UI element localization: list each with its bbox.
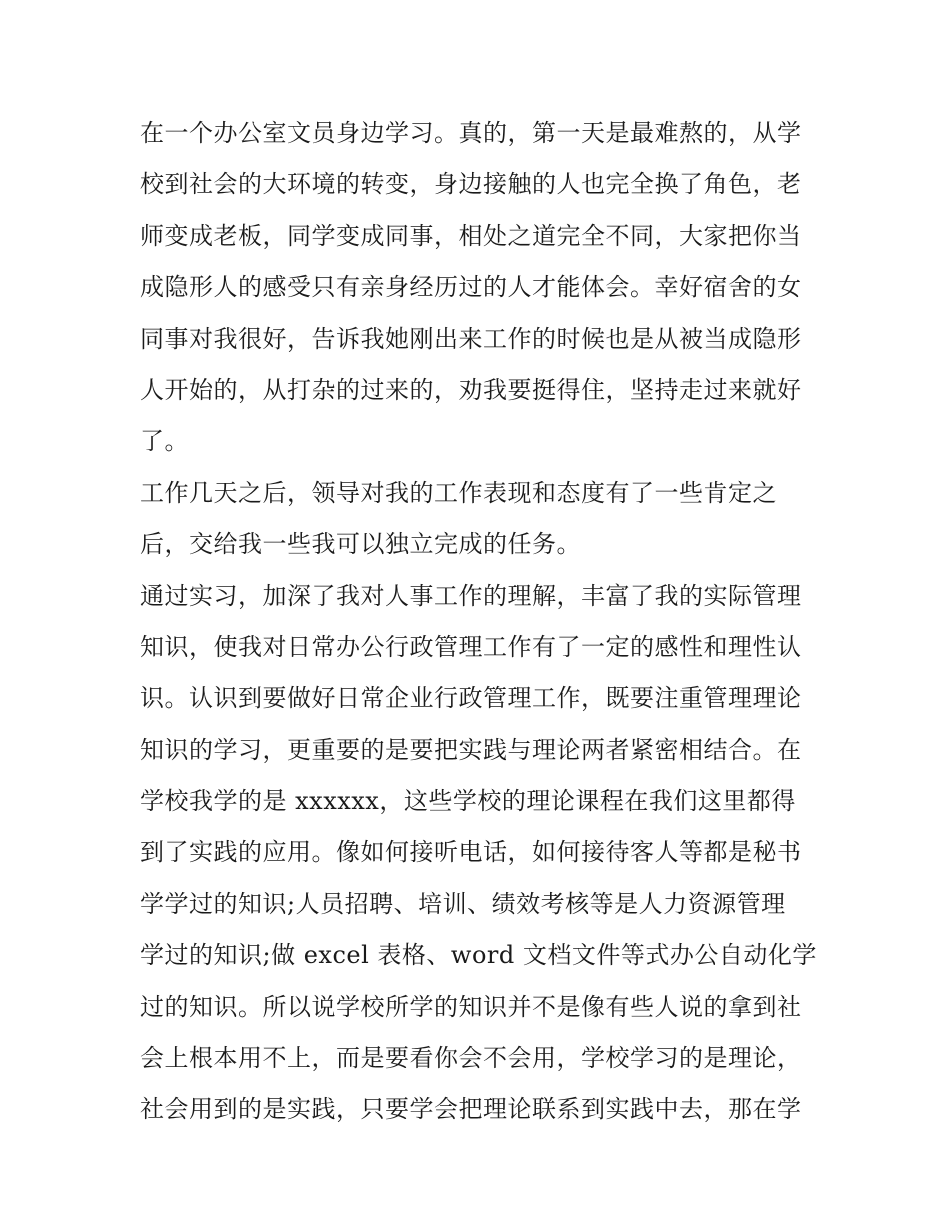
text-line: 在一个办公室文员身边学习。真的，第一天是最难熬的，从学: [140, 119, 802, 147]
text-line: 社会用到的是实践，只要学会把理论联系到实践中去，那在学: [140, 1095, 802, 1124]
text-line: 学校我学的是 xxxxxx，这些学校的理论课程在我们这里都得: [140, 787, 796, 816]
text-line: 通过实习，加深了我对人事工作的理解，丰富了我的实际管理: [140, 581, 802, 610]
text-line: 会上根本用不上，而是要看你会不会用，学校学习的是理论，: [140, 1044, 802, 1073]
text-line: 识。认识到要做好日常企业行政管理工作，既要注重管理理论: [140, 684, 802, 713]
text-line: 学过的知识;做 excel 表格、word 文档文件等式办公自动化学: [140, 941, 817, 970]
text-line: 师变成老板，同学变成同事，相处之道完全不同，大家把你当: [140, 221, 802, 250]
text-line: 到了实践的应用。像如何接听电话，如何接待客人等都是秘书: [140, 838, 802, 867]
text-line: 人开始的，从打杂的过来的，劝我要挺得住，坚持走过来就好: [140, 375, 802, 404]
text-line: 成隐形人的感受只有亲身经历过的人才能体会。幸好宿舍的女: [140, 273, 802, 302]
text-line: 过的知识。所以说学校所学的知识并不是像有些人说的拿到社: [140, 992, 802, 1021]
text-line: 了。: [140, 427, 189, 456]
text-line: 知识的学习，更重要的是要把实践与理论两者紧密相结合。在: [140, 735, 802, 764]
text-line: 知识，使我对日常办公行政管理工作有了一定的感性和理性认: [140, 632, 802, 661]
body-text: [140, 108, 820, 1136]
text-line: 后，交给我一些我可以独立完成的任务。: [140, 530, 581, 559]
text-line: 学学过的知识;人员招聘、培训、绩效考核等是人力资源管理: [140, 889, 786, 918]
text-line: 校到社会的大环境的转变，身边接触的人也完全换了角色，老: [140, 170, 802, 199]
text-line: 工作几天之后，领导对我的工作表现和态度有了一些肯定之: [140, 478, 777, 507]
text-line: 同事对我很好，告诉我她刚出来工作的时候也是从被当成隐形: [140, 324, 802, 353]
